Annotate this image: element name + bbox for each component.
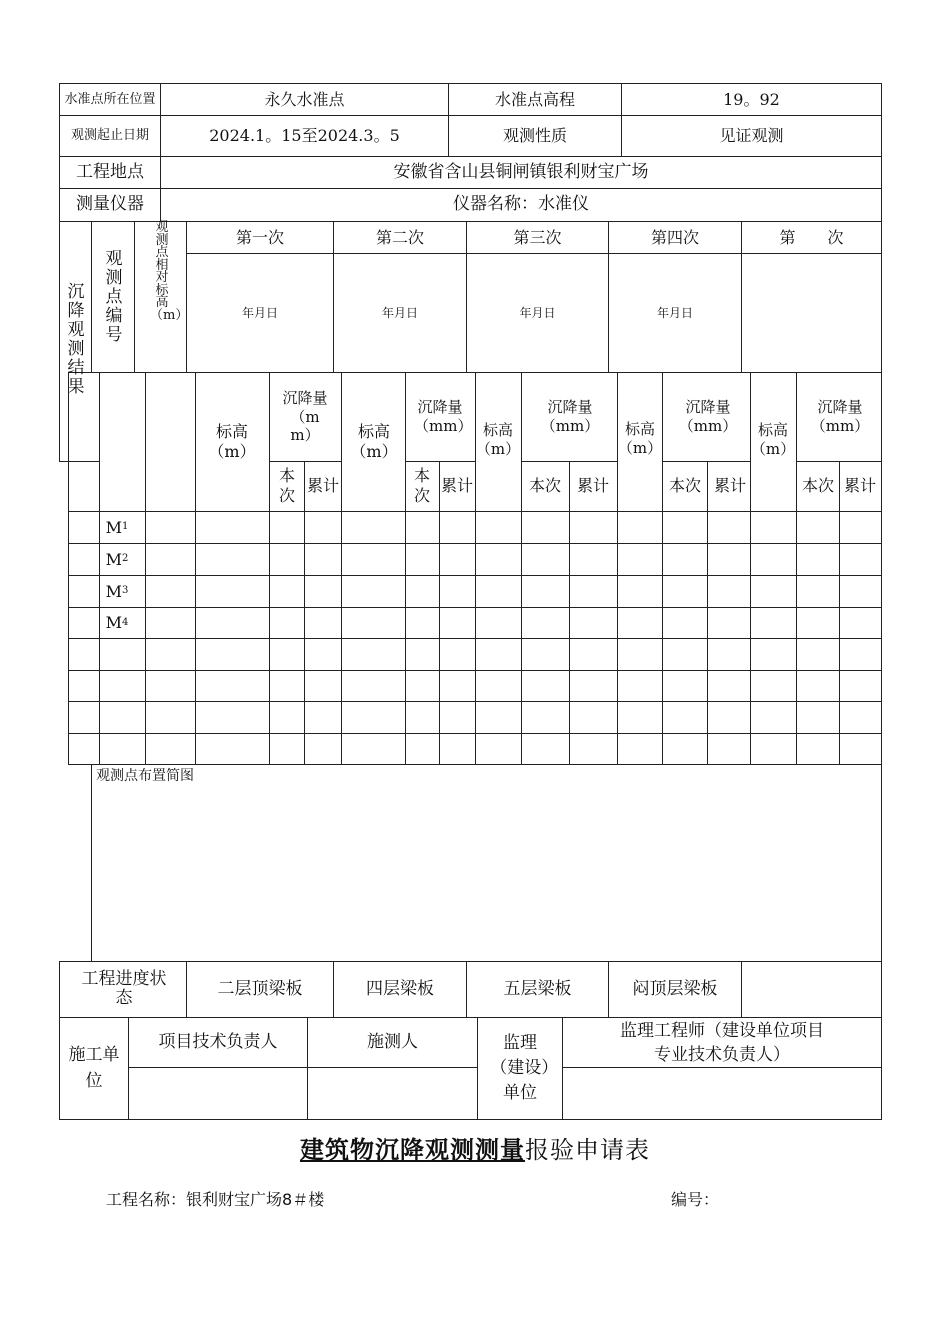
results-side-label: 沉降观测结果 [67, 282, 85, 397]
supervision-unit-label: 监理（建设）单位 [490, 1033, 550, 1103]
layout-diagram-label: 观测点布置简图 [96, 768, 194, 784]
r2-elevation-label: 标高（m） [350, 422, 398, 461]
benchmark-elevation-value: 19。92 [723, 89, 780, 109]
r3-elevation-label: 标高（m） [475, 421, 521, 458]
progress-stage-4: 闷顶层梁板 [632, 978, 718, 999]
project-location-label: 工程地点 [76, 161, 144, 182]
r5-elevation-label: 标高（m） [750, 421, 796, 458]
construction-unit-label: 施工单位 [68, 1045, 120, 1091]
observation-nature-label: 观测性质 [502, 126, 567, 145]
relative-elevation-label: 观测点相对标高（m） [150, 220, 189, 323]
point-number-label: 观测点编号 [105, 249, 123, 345]
progress-stage-1: 二层顶梁板 [217, 978, 303, 999]
r4-this-time-label: 本次 [668, 476, 701, 495]
round-5-label: 第 次 [779, 227, 844, 247]
point-m3: M 3 [105, 581, 129, 601]
progress-label: 工程进度状 态 [81, 969, 184, 1008]
r2-this-time-label: 本次 [413, 466, 430, 505]
r4-elevation-label: 标高（m） [617, 420, 663, 457]
r3-settlement-label: 沉降量（mm） [540, 398, 600, 435]
r4-cumulative-label: 累计 [713, 476, 746, 495]
round-3-label: 第三次 [513, 227, 562, 247]
form-title: 建筑物沉降观测测量报验申请表 [300, 1136, 650, 1164]
r1-settlement-label: 沉降量（mm） [282, 388, 328, 445]
r5-cumulative-label: 累计 [843, 476, 876, 495]
r1-this-time-label: 本次 [278, 466, 295, 505]
project-name: 工程名称：银利财宝广场8＃楼 [106, 1190, 325, 1209]
r1-cumulative-label: 累计 [307, 476, 340, 495]
supervision-engineer-label: 监理工程师（建设单位项目专业技术负责人） [620, 1020, 824, 1065]
round-4-date: 年月日 [656, 305, 693, 320]
r4-settlement-label: 沉降量（mm） [678, 398, 738, 435]
round-1-date: 年月日 [241, 305, 278, 320]
progress-stage-3: 五层梁板 [503, 978, 572, 999]
round-1-label: 第一次 [235, 227, 284, 247]
observation-period-value: 2024.1。15至2024.3。5 [209, 126, 400, 145]
observation-nature-value: 见证观测 [719, 126, 784, 145]
benchmark-location-label: 水准点所在位置 [64, 91, 156, 107]
instrument-label: 测量仪器 [76, 194, 144, 215]
r5-settlement-label: 沉降量（mm） [810, 398, 870, 435]
point-m4: M 4 [105, 613, 129, 632]
progress-stage-2: 四层梁板 [366, 978, 434, 999]
tech-lead-label: 项目技术负责人 [158, 1031, 278, 1052]
instrument-value: 仪器名称：水准仪 [453, 194, 589, 215]
round-2-date: 年月日 [381, 305, 418, 320]
r3-this-time-label: 本次 [528, 476, 561, 495]
r2-settlement-label: 沉降量（mm） [414, 398, 473, 435]
r5-this-time-label: 本次 [801, 476, 834, 495]
benchmark-location-value: 永久水准点 [264, 89, 345, 109]
project-location-value: 安徽省含山县铜闸镇银利财宝广场 [393, 161, 649, 182]
round-3-date: 年月日 [519, 305, 556, 320]
point-m1: M 1 [105, 517, 129, 537]
form-number-label: 编号： [671, 1190, 720, 1209]
observation-period-label: 观测起止日期 [70, 128, 149, 144]
surveyor-label: 施测人 [367, 1031, 418, 1052]
round-4-label: 第四次 [650, 227, 699, 247]
benchmark-elevation-label: 水准点高程 [494, 89, 575, 109]
r2-cumulative-label: 累计 [441, 476, 474, 495]
r3-cumulative-label: 累计 [576, 476, 609, 495]
round-2-label: 第二次 [375, 227, 424, 247]
point-m2: M 2 [105, 549, 129, 569]
r1-elevation-label: 标高（m） [208, 422, 256, 461]
